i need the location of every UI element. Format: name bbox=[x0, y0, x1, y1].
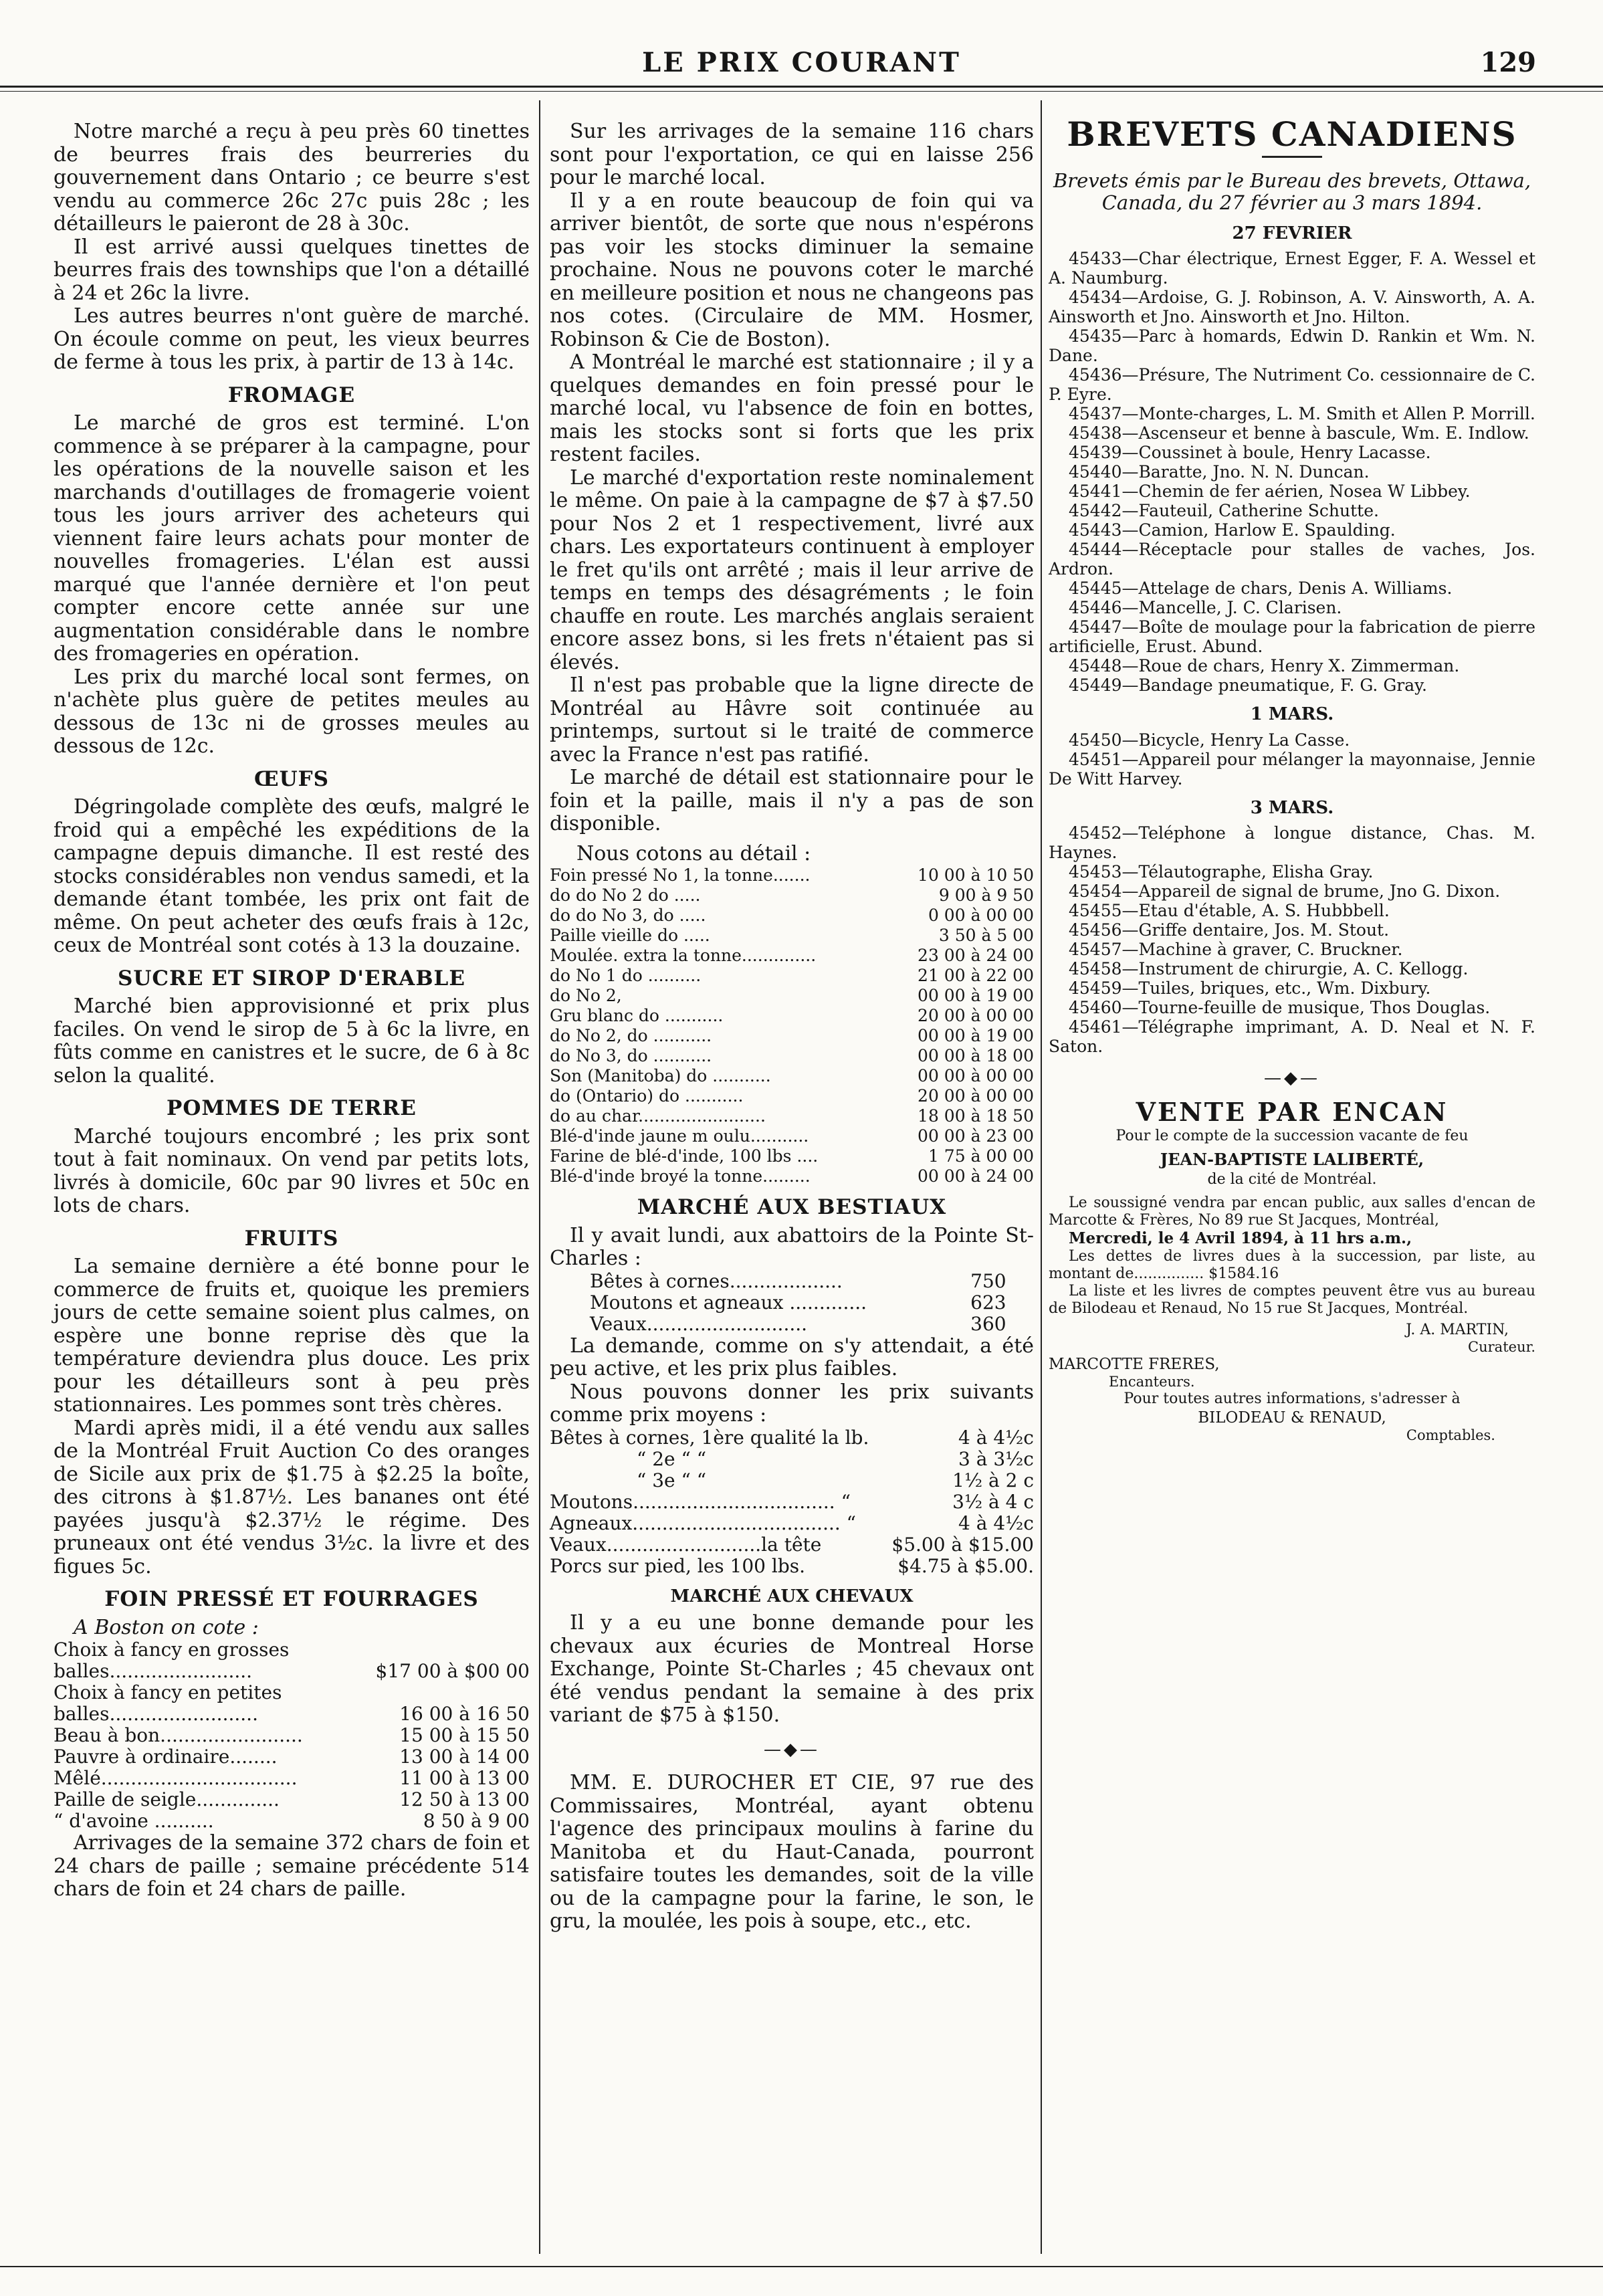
paragraph: Les prix du marché local sont fermes, on n'achète plus guère de petites meules au dessous de 13c ni de grosses meules au dessous de 12c. bbox=[54, 665, 530, 758]
table-row bbox=[550, 926, 1034, 946]
paragraph: Nous pouvons donner les prix suivants comme prix moyens : bbox=[550, 1380, 1034, 1427]
table-row bbox=[550, 1470, 1034, 1491]
row-value: 23 00 à 24 00 bbox=[918, 946, 1034, 965]
section-heading-bestiaux: MARCHÉ AUX BESTIAUX bbox=[637, 1195, 947, 1219]
table-row bbox=[550, 1086, 1034, 1106]
column-2 bbox=[550, 120, 1034, 1934]
patent-entry: 45452—Teléphone à longue distance, Chas. M. Haynes. bbox=[1049, 823, 1535, 862]
ornament-divider: —◆— bbox=[764, 1739, 820, 1760]
row-label: Veaux..........................la tête bbox=[550, 1533, 822, 1556]
row-label: Foin pressé No 1, la tonne....... bbox=[550, 865, 811, 885]
row-label: Blé-d'inde broyé la tonne......... bbox=[550, 1166, 811, 1186]
row-label: do (Ontario) do ........... bbox=[550, 1086, 744, 1106]
curateur-name: J. A. MARTIN, bbox=[1406, 1322, 1509, 1338]
patent-entry: 45442—Fauteuil, Catherine Schutte. bbox=[1069, 501, 1379, 520]
vente-notice: Le soussigné vendra par encan public, aux salles d'encan de Marcotte & Frères, No 89 rue St Jacques, Montréal, bbox=[1049, 1194, 1535, 1229]
patent-entry: 45448—Roue de chars, Henry X. Zimmerman. bbox=[1069, 656, 1460, 675]
date-heading: 3 MARS. bbox=[1250, 797, 1334, 818]
column-3 bbox=[1049, 114, 1535, 1443]
row-value: 15 00 à 15 50 bbox=[399, 1724, 530, 1746]
patent-entry: 45436—Présure, The Nutriment Co. cessionnaire de C. P. Eyre. bbox=[1049, 365, 1535, 404]
paragraph: Il y a eu une bonne demande pour les chevaux aux écuries de Montreal Horse Exchange, Pointe St-Charles ; 45 chevaux ont été vendus pendant la semaine à des prix variant de $75 à $150. bbox=[550, 1611, 1034, 1727]
table-row bbox=[550, 1427, 1034, 1449]
patent-entry: 45457—Machine à graver, C. Bruckner. bbox=[1069, 940, 1403, 959]
row-label: do do No 2 do ..... bbox=[550, 885, 701, 905]
row-value: 0 00 à 00 00 bbox=[928, 906, 1034, 925]
table-row bbox=[54, 1703, 530, 1725]
page-number: 129 bbox=[1480, 47, 1536, 78]
section-heading-sucre: SUCRE ET SIROP D'ERABLE bbox=[118, 966, 465, 990]
table-row bbox=[550, 1513, 1034, 1534]
table-row bbox=[550, 1534, 1034, 1556]
row-label: do do No 3, do ..... bbox=[550, 906, 706, 925]
patent-entry: 45444—Réceptacle pour stalles de vaches, Jos. Ardron. bbox=[1049, 540, 1535, 579]
row-label: do au char........................ bbox=[550, 1106, 766, 1126]
row-value: 360 bbox=[970, 1312, 1006, 1335]
table-row bbox=[550, 906, 1034, 926]
row-value: $4.75 à $5.00. bbox=[897, 1554, 1034, 1577]
info-line: Pour toutes autres informations, s'adresser à bbox=[1124, 1390, 1461, 1407]
row-label: Porcs sur pied, les 100 lbs. bbox=[550, 1554, 806, 1577]
row-label: Paille vieille do ..... bbox=[550, 926, 710, 945]
row-value bbox=[348, 1639, 530, 1661]
paragraph: Arrivages de la semaine 372 chars de foin et 24 chars de paille ; semaine précédente 514 chars de foin et 24 chars de paille. bbox=[54, 1831, 530, 1901]
section-heading-pommes: POMMES DE TERRE bbox=[167, 1096, 417, 1120]
paragraph: Dégringolade complète des œufs, malgré le froid qui a empêché les expéditions de la campagne depuis dimanche. Il est resté des stocks considérables non vendus samedi, et la demande étant tombée, les prix ont fait de même. On peut acheter des œufs frais à 12c, ceux de Montréal sont cotés à 13 la douzaine. bbox=[54, 795, 530, 957]
patent-entry: 45461—Télégraphe imprimant, A. D. Neal et N. F. Saton. bbox=[1049, 1017, 1535, 1056]
row-value: 00 00 à 18 00 bbox=[918, 1046, 1034, 1065]
bestiaux-table bbox=[590, 1271, 1006, 1335]
row-value: 00 00 à 00 00 bbox=[918, 1066, 1034, 1085]
table-row bbox=[54, 1789, 530, 1810]
table-row bbox=[54, 1746, 530, 1768]
paragraph: Il est arrivé aussi quelques tinettes de beurres frais des townships que l'on a détaillé à 24 et 26c la livre. bbox=[54, 235, 530, 305]
section-heading-chevaux: MARCHÉ AUX CHEVAUX bbox=[670, 1586, 914, 1606]
patent-list-3 bbox=[1049, 823, 1535, 1056]
patent-entry: 45443—Camion, Harlow E. Spaulding. bbox=[1069, 520, 1396, 540]
curateur-role: Curateur. bbox=[1468, 1339, 1535, 1355]
patent-list-1 bbox=[1049, 249, 1535, 695]
table-row bbox=[54, 1639, 530, 1661]
row-label: Gru blanc do ........... bbox=[550, 1006, 724, 1025]
table-row bbox=[550, 1006, 1034, 1026]
row-label: Agneaux................................... “ bbox=[550, 1511, 856, 1534]
table-row bbox=[550, 1166, 1034, 1186]
table-row bbox=[550, 1046, 1034, 1066]
vente-subtitle: Pour le compte de la succession vacante de feu bbox=[1115, 1128, 1469, 1144]
row-label: “ d'avoine .......... bbox=[54, 1810, 214, 1832]
patent-list-2 bbox=[1049, 730, 1535, 789]
patent-entry: 45441—Chemin de fer aérien, Nosea W Libbey. bbox=[1069, 482, 1471, 501]
column-divider-2 bbox=[1041, 100, 1042, 2254]
table-row bbox=[550, 1026, 1034, 1046]
patent-entry: 45445—Attelage de chars, Denis A. Williams. bbox=[1069, 579, 1453, 598]
row-label: Moulée. extra la tonne.............. bbox=[550, 946, 817, 965]
detail-price-table bbox=[550, 865, 1034, 1186]
row-label: Pauvre à ordinaire........ bbox=[54, 1746, 278, 1768]
paragraph: Marché bien approvisionné et prix plus faciles. On vend le sirop de 5 à 6c la livre, en fûts comme en canistres et le sucre, de 6 à 8c selon la qualité. bbox=[54, 995, 530, 1087]
paragraph: Le marché de détail est stationnaire pour le foin et la paille, mais il n'y a pas de son disponible. bbox=[550, 766, 1034, 835]
row-value: $5.00 à $15.00 bbox=[891, 1533, 1034, 1556]
row-value: 9 00 à 9 50 bbox=[938, 885, 1034, 905]
paragraph: Les autres beurres n'ont guère de marché. On écoule comme on peut, les vieux beurres de ferme à tous les prix, à partir de 13 à 14c. bbox=[54, 304, 530, 374]
section-heading-fromage: FROMAGE bbox=[227, 383, 356, 407]
row-value: 00 00 à 19 00 bbox=[918, 1026, 1034, 1045]
patent-entry: 45447—Boîte de moulage pour la fabrication de pierre artificielle, Erust. Abund. bbox=[1049, 617, 1535, 656]
table-row bbox=[550, 986, 1034, 1006]
row-label: do No 2, bbox=[550, 986, 622, 1005]
row-label: balles........................ bbox=[54, 1660, 253, 1682]
boston-label: A Boston on cote : bbox=[74, 1615, 259, 1639]
row-label: Choix à fancy en grosses bbox=[54, 1639, 290, 1661]
table-row bbox=[550, 1066, 1034, 1086]
patent-entry: 45450—Bicycle, Henry La Casse. bbox=[1069, 730, 1350, 750]
column-divider-1 bbox=[539, 100, 540, 2254]
paragraph: Le marché de gros est terminé. L'on commence à se préparer à la campagne, pour les opérations de la nouvelle saison et les marchands d'outillages de fromagerie voient tous les jours arriver des acheteurs qui viennent faire leurs achats pour monter de nouvelles fromageries. L'élan est aussi marqué que l'année dernière et l'on peut compter encore cette année sur une augmentation considérable dans le nombre des fromageries en opération. bbox=[54, 411, 530, 665]
header-rule bbox=[0, 86, 1603, 88]
row-label: Son (Manitoba) do ........... bbox=[550, 1066, 771, 1085]
row-label: “ 2e “ “ bbox=[637, 1447, 707, 1470]
table-row bbox=[54, 1810, 530, 1832]
row-label: do No 3, do ........... bbox=[550, 1046, 712, 1065]
short-rule bbox=[1262, 156, 1322, 158]
table-row bbox=[550, 865, 1034, 885]
brevets-subtitle: Brevets émis par le Bureau des brevets, Ottawa, Canada, du 27 février au 3 mars 1894. bbox=[1053, 169, 1531, 214]
row-label: Mêlé................................. bbox=[54, 1767, 298, 1789]
row-label: Beau à bon........................ bbox=[54, 1724, 303, 1746]
table-row bbox=[550, 966, 1034, 986]
durocher-notice: MM. E. DUROCHER ET CIE, 97 rue des Commissaires, Montréal, ayant obtenu l'agence des principaux moulins à farine du Manitoba et du Haut-Canada, pourront satisfaire toutes les demandes, soit de la ville ou de la campagne pour la farine, le son, le gru, la moulée, les pois à soupe, etc., etc. bbox=[550, 1771, 1034, 1933]
encan-role: Encanteurs. bbox=[1109, 1374, 1195, 1390]
patent-entry: 45459—Tuiles, briques, etc., Wm. Dixbury. bbox=[1069, 978, 1431, 998]
patent-entry: 45437—Monte-charges, L. M. Smith et Allen P. Morrill. bbox=[1069, 404, 1535, 423]
row-value: 3½ à 4 c bbox=[952, 1490, 1034, 1513]
paragraph: Le marché d'exportation reste nominalement le même. On paie à la campagne de $7 à $7.50 pour Nos 2 et 1 respectivement, livré aux chars. Les exportateurs continuent à employer le fret qu'ils ont arrêté ; mais il leur arrive de temps en temps des désagréments ; le foin chauffe en route. Les marchés anglais seraient encore assez bons, si les frets n'étaient pas si élevés. bbox=[550, 465, 1034, 674]
section-heading-fruits: FRUITS bbox=[244, 1226, 339, 1251]
comptables-role: Comptables. bbox=[1406, 1427, 1495, 1443]
row-value: 20 00 à 00 00 bbox=[918, 1086, 1034, 1106]
deceased-name: JEAN-BAPTISTE LALIBERTÉ, bbox=[1160, 1150, 1424, 1169]
paragraph: Notre marché a reçu à peu près 60 tinettes de beurres frais des beurreries du gouvernement dans Ontario ; ce beurre s'est vendu au commerce 26c 27c puis 28c ; les détailleurs le paieront de 28 à 30c. bbox=[54, 120, 530, 235]
row-label: Moutons et agneaux ............. bbox=[590, 1291, 867, 1314]
paragraph: Sur les arrivages de la semaine 116 chars sont pour l'exportation, ce qui en laisse 256 pour le marché local. bbox=[550, 120, 1034, 189]
comptables-name: BILODEAU & RENAUD, bbox=[1198, 1409, 1386, 1427]
vente-title: VENTE PAR ENCAN bbox=[1136, 1096, 1449, 1127]
row-value: 3 50 à 5 00 bbox=[938, 926, 1034, 945]
paragraph: Marché toujours encombré ; les prix sont tout à fait nominaux. On vend par petits lots, livrés à domicile, 60c par 90 livres et 50c en lots de chars. bbox=[54, 1124, 530, 1217]
section-heading-foin: FOIN PRESSÉ ET FOURRAGES bbox=[104, 1587, 479, 1611]
patent-entry: 45458—Instrument de chirurgie, A. C. Kellogg. bbox=[1069, 959, 1469, 978]
row-label: Farine de blé-d'inde, 100 lbs .... bbox=[550, 1146, 819, 1166]
journal-title: LE PRIX COURANT bbox=[642, 47, 961, 78]
row-value: 4 à 4½c bbox=[958, 1511, 1034, 1534]
table-row bbox=[54, 1768, 530, 1789]
row-value: 623 bbox=[970, 1291, 1006, 1314]
cotons-heading: Nous cotons au détail : bbox=[576, 841, 811, 865]
paragraph: A Montréal le marché est stationnaire ; il y a quelques demandes en foin pressé pour le marché local, vu l'absence de foin en bottes, mais les stocks sont si forts que les prix restent faciles. bbox=[550, 350, 1034, 466]
deceased-city: de la cité de Montréal. bbox=[1207, 1171, 1377, 1188]
row-value: 1½ à 2 c bbox=[952, 1469, 1034, 1491]
patent-entry: 45456—Griffe dentaire, Jos. M. Stout. bbox=[1069, 920, 1390, 940]
patent-entry: 45451—Appareil pour mélanger la mayonnaise, Jennie De Witt Harvey. bbox=[1049, 749, 1535, 789]
row-value: 11 00 à 13 00 bbox=[399, 1767, 530, 1789]
row-label: Bêtes à cornes................... bbox=[590, 1269, 843, 1292]
table-row bbox=[54, 1725, 530, 1746]
table-row bbox=[550, 1491, 1034, 1513]
row-label: Choix à fancy en petites bbox=[54, 1681, 282, 1703]
patent-entry: 45455—Etau d'étable, A. S. Hubbbell. bbox=[1069, 901, 1390, 920]
table-row bbox=[550, 1126, 1034, 1146]
row-value: 18 00 à 18 50 bbox=[918, 1106, 1034, 1126]
row-label: Veaux........................... bbox=[590, 1312, 808, 1335]
row-label: Blé-d'inde jaune m oulu........... bbox=[550, 1126, 809, 1146]
patent-entry: 45434—Ardoise, G. J. Robinson, A. V. Ainsworth, A. A. Ainsworth et Jno. Ainsworth et Jno. Hilton. bbox=[1049, 288, 1535, 326]
ornament-divider: —◆— bbox=[1264, 1068, 1320, 1088]
header-rule-thin bbox=[0, 91, 1603, 92]
date-heading: 27 FEVRIER bbox=[1232, 223, 1352, 243]
row-value: 00 00 à 24 00 bbox=[918, 1166, 1034, 1186]
patent-entry: 45439—Coussinet à boule, Henry Lacasse. bbox=[1069, 443, 1431, 462]
patent-entry: 45454—Appareil de signal de brume, Jno G. Dixon. bbox=[1069, 881, 1501, 901]
patent-entry: 45433—Char électrique, Ernest Egger, F. A. Wessel et A. Naumburg. bbox=[1049, 249, 1535, 288]
prix-moyens-table bbox=[550, 1427, 1034, 1577]
patent-entry: 45440—Baratte, Jno. N. N. Duncan. bbox=[1069, 462, 1370, 482]
paragraph: La semaine dernière a été bonne pour le commerce de fruits et, quoique les premiers jours de cette semaine soient plus calmes, on espère une bonne reprise dès que la température deviendra plus douce. Les prix pour les détailleurs sont à peu près stationnaires. Les pommes sont très chères. bbox=[54, 1255, 530, 1417]
row-value: 00 00 à 23 00 bbox=[918, 1126, 1034, 1146]
table-row bbox=[550, 1106, 1034, 1126]
vente-date: Mercredi, le 4 Avril 1894, à 11 hrs a.m., bbox=[1069, 1229, 1412, 1247]
row-value: 1 75 à 00 00 bbox=[928, 1146, 1034, 1166]
paragraph: Mardi après midi, il a été vendu aux salles de la Montréal Fruit Auction Co des oranges de Sicile aux prix de $1.75 à $2.25 la boîte, des citrons à $1.87½. Les bananes ont été payées jusqu'à $2.37½ le régime. Des pruneaux ont été vendus 3½c. la livre et des figues 5c. bbox=[54, 1416, 530, 1578]
table-row bbox=[54, 1661, 530, 1682]
table-row bbox=[550, 946, 1034, 966]
row-value: 12 50 à 13 00 bbox=[399, 1788, 530, 1810]
patent-entry: 45453—Télautographe, Elisha Gray. bbox=[1069, 862, 1374, 881]
table-row bbox=[590, 1271, 1006, 1292]
paragraph: Il y a en route beaucoup de foin qui va arriver bientôt, de sorte que nous n'espérons pas voir les stocks diminuer la semaine prochaine. Nous ne pouvons coter le marché en meilleure position et nous ne changeons pas nos cotes. (Circulaire de MM. Hosmer, Robinson & Cie de Boston). bbox=[550, 189, 1034, 351]
row-value: 16 00 à 16 50 bbox=[399, 1703, 530, 1725]
table-row bbox=[550, 885, 1034, 906]
patent-entry: 45435—Parc à homards, Edwin D. Rankin et Wm. N. Dane. bbox=[1049, 326, 1535, 365]
row-label: do No 2, do ........... bbox=[550, 1026, 712, 1045]
row-label: Moutons.................................. “ bbox=[550, 1490, 851, 1513]
table-row bbox=[550, 1556, 1034, 1577]
table-row bbox=[590, 1292, 1006, 1314]
row-value: 10 00 à 10 50 bbox=[918, 865, 1034, 885]
section-heading-oeufs: ŒUFS bbox=[253, 766, 329, 791]
table-row bbox=[54, 1682, 530, 1703]
vente-dettes: Les dettes de livres dues à la succession, par liste, au montant de............... $1584.16 bbox=[1049, 1248, 1535, 1282]
date-heading: 1 MARS. bbox=[1250, 704, 1334, 724]
paragraph: Il y avait lundi, aux abattoirs de la Pointe St-Charles : bbox=[550, 1223, 1034, 1270]
patent-entry: 45438—Ascenseur et benne à bascule, Wm. E. Indlow. bbox=[1069, 423, 1529, 443]
encan-name: MARCOTTE FRERES, bbox=[1049, 1356, 1220, 1373]
row-label: Bêtes à cornes, 1ère qualité la lb. bbox=[550, 1426, 869, 1449]
row-label: balles......................... bbox=[54, 1703, 258, 1725]
brevets-title: BREVETS CANADIENS bbox=[1067, 114, 1517, 154]
row-label: “ 3e “ “ bbox=[637, 1469, 707, 1491]
row-value: 00 00 à 19 00 bbox=[918, 986, 1034, 1005]
row-value: 20 00 à 00 00 bbox=[918, 1006, 1034, 1025]
row-value: 21 00 à 22 00 bbox=[918, 966, 1034, 985]
row-value: $17 00 à $00 00 bbox=[375, 1660, 530, 1682]
row-label: Paille de seigle.............. bbox=[54, 1788, 280, 1810]
column-1 bbox=[54, 120, 530, 1901]
footer-rule bbox=[0, 2266, 1603, 2267]
row-value: 13 00 à 14 00 bbox=[399, 1746, 530, 1768]
paragraph: La demande, comme on s'y attendait, a été peu active, et les prix plus faibles. bbox=[550, 1334, 1034, 1380]
patent-entry: 45460—Tourne-feuille de musique, Thos Douglas. bbox=[1069, 998, 1491, 1017]
foin-price-table bbox=[54, 1639, 530, 1832]
row-value: 4 à 4½c bbox=[958, 1426, 1034, 1449]
row-value: 8 50 à 9 00 bbox=[423, 1810, 530, 1832]
vente-liste: La liste et les livres de comptes peuvent être vus au bureau de Bilodeau et Renaud, No 15 rue St Jacques, Montréal. bbox=[1049, 1283, 1535, 1317]
beurre-section bbox=[54, 120, 530, 375]
table-row bbox=[590, 1314, 1006, 1335]
patent-entry: 45449—Bandage pneumatique, F. G. Gray. bbox=[1069, 675, 1427, 695]
row-value: 3 à 3½c bbox=[958, 1447, 1034, 1470]
table-row bbox=[550, 1146, 1034, 1166]
page-header bbox=[0, 29, 1603, 90]
row-value: 750 bbox=[970, 1269, 1006, 1292]
patent-entry: 45446—Mancelle, J. C. Clarisen. bbox=[1069, 598, 1342, 617]
row-value bbox=[348, 1682, 530, 1703]
row-label: do No 1 do .......... bbox=[550, 966, 702, 985]
table-row bbox=[550, 1449, 1034, 1470]
paragraph: Il n'est pas probable que la ligne directe de Montréal au Hâvre soit continuée au printemps, surtout si le traité de commerce avec la France n'est pas ratifié. bbox=[550, 673, 1034, 766]
